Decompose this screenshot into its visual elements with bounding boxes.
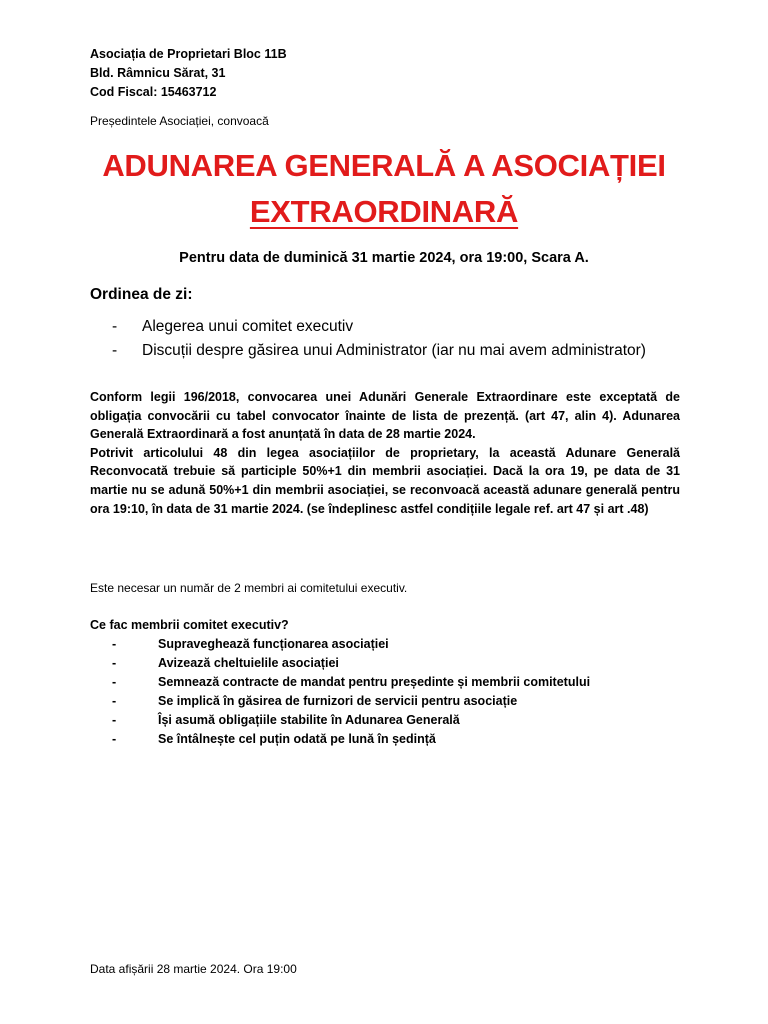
duty-item (90, 637, 389, 651)
list-dash: - (112, 713, 117, 727)
document-title-line2-wrap (0, 194, 768, 230)
agenda-item-text: Discuții despre găsirea unui Administrator (iar nu mai avem administrator) (142, 342, 646, 359)
duty-item (90, 732, 436, 746)
duty-item (90, 675, 590, 689)
list-dash: - (112, 342, 118, 359)
duty-text: Se întâlnește cel puțin odată pe lună în ședință (158, 732, 436, 746)
duty-text: Semnează contracte de mandat pentru președinte și membrii comitetului (158, 675, 591, 689)
list-dash: - (112, 656, 117, 670)
duty-text: Supraveghează funcționarea asociației (158, 637, 389, 651)
duty-text: Avizează cheltuielile asociației (158, 656, 339, 670)
agenda-item (90, 342, 646, 360)
duties-heading: Ce fac membrii comitet executiv? (90, 618, 289, 632)
duty-text: Se implică în găsirea de furnizori de servicii pentru asociație (158, 694, 518, 708)
agenda-item-text: Alegerea unui comitet executiv (142, 318, 354, 335)
list-dash: - (112, 675, 117, 689)
list-dash: - (112, 694, 117, 708)
association-name: Asociația de Proprietari Bloc 11B (90, 47, 287, 61)
duty-item (90, 713, 460, 727)
legal-paragraphs (90, 388, 680, 518)
duty-item (90, 694, 517, 708)
legal-paragraph: Conform legii 196/2018, convocarea unei Adunări Generale Extraordinare este exceptată de obligația convocării cu tabel convocator înainte de lista de prezență. (art 47, alin 4). Adunarea Generală Extraordinară a fost anunțată în data de 28 martie 2024. (90, 390, 680, 442)
legal-paragraph: Potrivit articolului 48 din legea asociațiilor de proprietary, la această Adunare Generală Reconvocată trebuie să participle 50%+1 din membrii asociației. Dacă la ora 19, pe data de 31 martie nu se adună 50%+1 din membrii asociației, se reconvoacă această adunare generală pentru ora 19:10, în data de 31 martie 2024. (se îndeplinesc astfel condițiile legale ref. art 47 și art .48) (90, 445, 680, 516)
convener-line: Președintele Asociației, convoacă (90, 114, 269, 128)
committee-note: Este necesar un număr de 2 membri ai comitetului executiv. (90, 581, 408, 595)
association-address: Bld. Râmnicu Sărat, 31 (90, 66, 226, 80)
document-title-line1: ADUNAREA GENERALĂ A ASOCIAȚIEI (102, 148, 666, 183)
list-dash: - (112, 732, 117, 746)
fiscal-code: Cod Fiscal: 15463712 (90, 85, 217, 99)
posting-date: Data afișării 28 martie 2024. Ora 19:00 (90, 962, 297, 976)
document-title-line2: EXTRAORDINARĂ (249, 194, 519, 229)
list-dash: - (112, 637, 117, 651)
meeting-date-line: Pentru data de duminică 31 martie 2024, ora 19:00, Scara A. (179, 250, 589, 266)
agenda-heading: Ordinea de zi: (90, 286, 193, 303)
duty-item (90, 656, 339, 670)
agenda-item (90, 318, 353, 336)
duty-text: Își asumă obligațiile stabilite în Adunarea Generală (158, 713, 460, 727)
list-dash: - (112, 318, 118, 335)
